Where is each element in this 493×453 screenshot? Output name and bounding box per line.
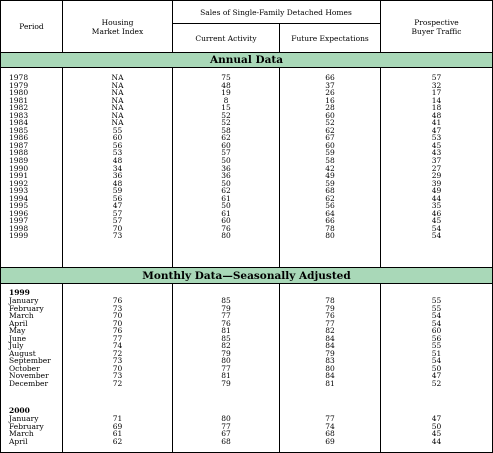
table-cell: 43 <box>431 148 442 158</box>
table-cell: 60 <box>221 216 231 226</box>
table-cell: 54 <box>431 223 442 233</box>
table-cell: 1996 <box>9 208 29 218</box>
table-cell: 59 <box>325 148 335 158</box>
table-cell: September <box>9 356 51 366</box>
table-cell: 44 <box>431 436 442 446</box>
annual-traffic-column <box>381 74 492 240</box>
monthly-2000-period-column <box>9 415 61 445</box>
table-cell: July <box>9 341 24 351</box>
year-label-1999: 1999 <box>9 288 30 297</box>
table-cell: 78 <box>325 223 335 233</box>
table-cell: 60 <box>112 133 123 143</box>
table-cell: 1990 <box>9 163 29 173</box>
table-cell: 42 <box>325 163 335 173</box>
table-cell: February <box>9 303 44 313</box>
table-cell: 80 <box>325 363 335 373</box>
table-cell: NA <box>111 95 124 105</box>
table-cell: 32 <box>431 80 442 90</box>
table-cell: March <box>9 429 34 439</box>
table-cell: 14 <box>431 95 442 105</box>
table-cell: 1981 <box>9 95 29 105</box>
table-cell: 47 <box>431 414 442 423</box>
table-cell: 55 <box>431 341 442 351</box>
header-current-activity: Current Activity <box>195 33 257 43</box>
table-cell: 54 <box>431 231 442 241</box>
table-cell: 52 <box>221 118 231 128</box>
table-cell: 70 <box>112 318 123 328</box>
table-cell: 61 <box>221 193 231 203</box>
table-cell: 80 <box>221 356 231 366</box>
table-cell: 47 <box>431 371 442 381</box>
table-cell: 58 <box>221 125 231 135</box>
table-cell: 79 <box>221 348 231 358</box>
table-cell: 73 <box>112 231 123 241</box>
table-cell: 77 <box>112 333 123 343</box>
table-cell: 81 <box>325 379 335 389</box>
table-cell: 60 <box>221 140 231 150</box>
table-cell: 56 <box>112 193 123 203</box>
table-cell: 1997 <box>9 216 29 226</box>
table-cell: 84 <box>325 333 335 343</box>
table-cell: 59 <box>325 178 335 188</box>
table-cell: 1982 <box>9 103 29 113</box>
table-cell: 57 <box>112 208 123 218</box>
table-cell: 77 <box>221 311 231 321</box>
table-cell: 41 <box>431 118 442 128</box>
table-cell: 56 <box>112 140 123 150</box>
table-cell: 37 <box>325 80 335 90</box>
table-cell: 85 <box>221 296 231 305</box>
table-cell: 50 <box>431 421 442 431</box>
monthly-2000-current-column <box>173 415 279 445</box>
table-cell: 66 <box>325 73 335 82</box>
table-cell: 82 <box>325 326 335 336</box>
table-cell: 16 <box>325 95 335 105</box>
table-cell: 61 <box>112 429 123 439</box>
table-cell: 50 <box>221 201 231 211</box>
table-cell: 76 <box>221 223 231 233</box>
header-sales-group: Sales of Single-Family Detached Homes <box>172 1 380 24</box>
table-cell: 37 <box>431 156 442 166</box>
table-cell: 68 <box>325 429 335 439</box>
table-cell: 48 <box>112 178 123 188</box>
table-cell: 1991 <box>9 171 29 181</box>
table-cell: 1993 <box>9 186 29 196</box>
table-cell: 36 <box>221 171 231 181</box>
table-cell: 34 <box>112 163 123 173</box>
table-cell: 80 <box>221 414 231 423</box>
table-cell: April <box>9 318 28 328</box>
table-cell: 76 <box>221 318 231 328</box>
table-cell: 69 <box>325 436 335 446</box>
table-cell: 62 <box>325 193 335 203</box>
table-cell: 83 <box>325 356 335 366</box>
table-cell: 8 <box>223 95 229 105</box>
table-cell: 53 <box>431 133 442 143</box>
table-cell: 68 <box>325 186 335 196</box>
table-cell: 52 <box>431 379 442 389</box>
table-cell: 47 <box>431 125 442 135</box>
table-cell: 45 <box>431 140 442 150</box>
table-cell: 1988 <box>9 148 29 158</box>
table-cell: 68 <box>221 436 231 446</box>
table-cell: 28 <box>325 103 335 113</box>
table-cell: 77 <box>221 421 231 431</box>
table-cell: 60 <box>325 110 335 120</box>
table-cell: 67 <box>221 429 231 439</box>
table-cell: NA <box>111 73 124 82</box>
header-period: Period <box>19 22 44 31</box>
table-cell: February <box>9 421 44 431</box>
table-cell: 58 <box>325 156 335 166</box>
table-cell: 85 <box>221 333 231 343</box>
table-cell: November <box>9 371 49 381</box>
table-cell: March <box>9 311 34 321</box>
table-cell: May <box>9 326 26 336</box>
table-cell: 1998 <box>9 223 29 233</box>
table-cell: NA <box>111 103 124 113</box>
table-cell: 69 <box>112 421 123 431</box>
table-cell: 74 <box>325 421 335 431</box>
table-cell: 1994 <box>9 193 29 203</box>
table-cell: 48 <box>221 80 231 90</box>
table-cell: 1984 <box>9 118 29 128</box>
table-cell: 60 <box>325 140 335 150</box>
table-cell: 64 <box>325 208 335 218</box>
table-cell: 77 <box>325 414 335 423</box>
table-cell: 73 <box>112 303 123 313</box>
annual-current-column <box>173 74 279 240</box>
monthly-1999-period-column <box>9 297 61 388</box>
table-cell: 75 <box>221 73 231 82</box>
table-cell: 70 <box>112 311 123 321</box>
table-cell: 49 <box>325 171 335 181</box>
table-cell: 50 <box>221 156 231 166</box>
table-cell: 1999 <box>9 231 29 241</box>
table-cell: 73 <box>112 356 123 366</box>
table-cell: 54 <box>431 356 442 366</box>
table-cell: 80 <box>221 231 231 241</box>
table-cell: 1979 <box>9 80 29 90</box>
table-cell: 84 <box>325 341 335 351</box>
table-cell: 57 <box>431 73 442 82</box>
table-cell: 47 <box>112 201 123 211</box>
monthly-1999-traffic-column <box>381 297 492 388</box>
annual-future-column <box>280 74 380 240</box>
table-cell: 78 <box>325 296 335 305</box>
table-cell: August <box>9 348 36 358</box>
table-cell: January <box>9 414 39 423</box>
table-cell: 55 <box>431 303 442 313</box>
table-cell: 48 <box>431 110 442 120</box>
table-cell: 76 <box>112 326 123 336</box>
table-cell: 72 <box>112 379 123 389</box>
table-cell: 36 <box>221 163 231 173</box>
table-cell: 46 <box>431 208 442 218</box>
table-cell: 57 <box>221 148 231 158</box>
table-cell: 59 <box>112 186 123 196</box>
table-cell: 79 <box>325 303 335 313</box>
table-cell: 1992 <box>9 178 29 188</box>
table-cell: 76 <box>325 311 335 321</box>
table-cell: NA <box>111 80 124 90</box>
table-cell: 72 <box>112 348 123 358</box>
table-cell: 27 <box>431 163 442 173</box>
table-cell: 50 <box>221 178 231 188</box>
monthly-1999-future-column <box>280 297 380 388</box>
table-cell: 26 <box>325 88 335 98</box>
table-cell: 84 <box>325 371 335 381</box>
header-future-expectations: Future Expectations <box>291 33 369 43</box>
table-cell: 39 <box>431 178 442 188</box>
table-cell: 48 <box>112 156 123 166</box>
table-cell: 51 <box>431 348 442 358</box>
table-cell: 15 <box>221 103 231 113</box>
table-cell: 81 <box>221 326 231 336</box>
table-cell: 80 <box>325 231 335 241</box>
table-cell: 79 <box>221 379 231 389</box>
table-cell: 1978 <box>9 73 29 82</box>
table-cell: 1986 <box>9 133 29 143</box>
table-cell: 61 <box>221 208 231 218</box>
monthly-1999-current-column <box>173 297 279 388</box>
table-header <box>1 1 492 53</box>
table-cell: April <box>9 436 28 446</box>
table-cell: 73 <box>112 371 123 381</box>
table-cell: 35 <box>431 201 442 211</box>
table-cell: 55 <box>112 125 123 135</box>
header-prospective-buyer-traffic: Prospective Buyer Traffic <box>411 17 462 36</box>
table-cell: 60 <box>431 326 442 336</box>
table-cell: 1987 <box>9 140 29 150</box>
table-cell: 19 <box>221 88 231 98</box>
table-cell: 56 <box>325 201 335 211</box>
year-label-2000: 2000 <box>9 406 30 415</box>
table-cell: NA <box>111 110 124 120</box>
table-cell: 50 <box>431 363 442 373</box>
table-cell: 45 <box>431 429 442 439</box>
table-cell: 54 <box>431 318 442 328</box>
table-cell: 53 <box>112 148 123 158</box>
table-cell: 1995 <box>9 201 29 211</box>
table-cell: NA <box>111 88 124 98</box>
table-cell: 77 <box>221 363 231 373</box>
monthly-section-title: Monthly Data—Seasonally Adjusted <box>1 267 492 284</box>
annual-period-column <box>9 74 59 240</box>
table-cell: 81 <box>221 371 231 381</box>
table-cell: 17 <box>431 88 442 98</box>
header-housing-market-index: Housing Market Index <box>91 17 144 36</box>
monthly-1999-hmi-column <box>63 297 172 388</box>
table-cell: 82 <box>221 341 231 351</box>
table-cell: 1983 <box>9 110 29 120</box>
table-cell: 54 <box>431 311 442 321</box>
table-cell: 70 <box>112 363 123 373</box>
table-cell: 62 <box>221 186 231 196</box>
table-cell: October <box>9 363 40 373</box>
table-cell: December <box>9 379 49 389</box>
table-cell: 56 <box>431 333 442 343</box>
monthly-2000-traffic-column <box>381 415 492 445</box>
table-cell: 1985 <box>9 125 29 135</box>
table-cell: 1989 <box>9 156 29 166</box>
table-cell: 36 <box>112 171 123 181</box>
table-cell: 57 <box>112 216 123 226</box>
table-cell: 79 <box>325 348 335 358</box>
table-cell: 66 <box>325 216 335 226</box>
table-cell: June <box>9 333 27 343</box>
table-cell: 76 <box>112 296 123 305</box>
table-cell: 62 <box>325 125 335 135</box>
monthly-2000-future-column <box>280 415 380 445</box>
table-cell: 45 <box>431 216 442 226</box>
table-cell: 52 <box>325 118 335 128</box>
table-cell: 55 <box>431 296 442 305</box>
table-cell: 1980 <box>9 88 29 98</box>
table-cell: 74 <box>112 341 123 351</box>
table-cell: 77 <box>325 318 335 328</box>
monthly-2000-hmi-column <box>63 415 172 445</box>
table-cell: January <box>9 296 39 305</box>
table-cell: 29 <box>431 171 442 181</box>
table-cell: 67 <box>325 133 335 143</box>
annual-section-title: Annual Data <box>1 53 492 68</box>
table-cell: 62 <box>221 133 231 143</box>
table-cell: 79 <box>221 303 231 313</box>
table-cell: 52 <box>221 110 231 120</box>
annual-hmi-column <box>63 74 172 240</box>
table-cell: 49 <box>431 186 442 196</box>
table-cell: 44 <box>431 193 442 203</box>
table-cell: 18 <box>431 103 442 113</box>
table-cell: 70 <box>112 223 123 233</box>
table-cell: 62 <box>112 436 123 446</box>
table-cell: NA <box>111 118 124 128</box>
table-cell: 71 <box>112 414 123 423</box>
